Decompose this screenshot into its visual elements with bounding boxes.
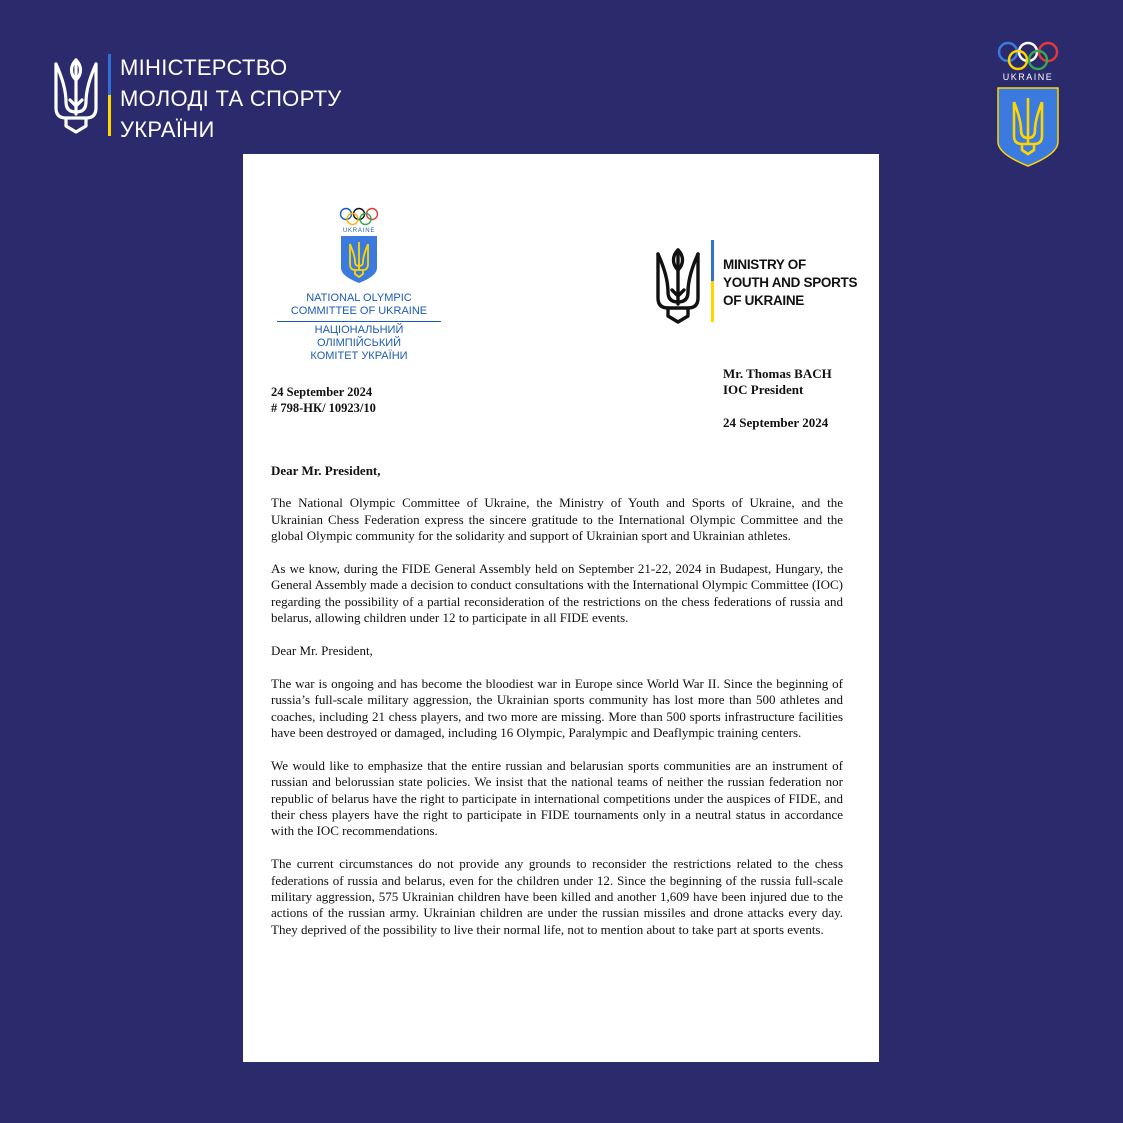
addressee-title: IOC President: [723, 382, 804, 397]
ministry-header-title: [120, 52, 342, 145]
noc-name-uk: [277, 321, 441, 363]
paragraph: As we know, during the FIDE General Assembly held on September 21-22, 2024 in Budapest, Hungary, the General Assembly made a decision to conduct consultations with the International Olympic Committee (IOC) regarding the possibility of a partial reconsideration of the restrictions on the chess federations of russia and belarus, allowing children under 12 to participate in all FIDE events.: [271, 561, 843, 626]
noc-emblem-icon: [337, 206, 381, 284]
noc-letterhead-logo: [273, 206, 445, 363]
letter-date: 24 September 2024: [271, 385, 373, 399]
salutation-repeat: Dear Mr. President,: [271, 643, 373, 659]
ministry-header-line: МОЛОДІ ТА СПОРТУ: [120, 86, 342, 111]
addressee-name: Mr. Thomas BACH: [723, 366, 832, 381]
ministry-letterhead-line: YOUTH AND SPORTS: [723, 275, 858, 290]
trident-icon: [52, 56, 100, 134]
paragraph: The war is ongoing and has become the bloodiest war in Europe since World War II. Since the beginning of russia’s full-scale military aggression, the Ukrainian sports community has lost more than 500 athletes and coaches, including 21 chess players, and two more are missing. More than 500 sports infrastructure facilities have been destroyed or damaged, including 16 Olympic, Paralympic and Deaflympic training centers.: [271, 675, 843, 741]
noc-name-en-line: NATIONAL OLYMPIC: [306, 292, 412, 304]
ministry-letterhead-line: MINISTRY OF: [723, 257, 806, 272]
paragraph: The National Olympic Committee of Ukraine, the Ministry of Youth and Sports of Ukraine, and the Ukrainian Chess Federation express the sincere gratitude to the International Olympic Committee and the global Olympic community for the solidarity and support of Ukrainian sport and Ukrainian athletes.: [271, 495, 843, 544]
addressee-date: 24 September 2024: [723, 415, 829, 430]
reference-block: [271, 384, 376, 416]
noc-name-uk-line: КОМІТЕТ УКРАЇНИ: [310, 350, 408, 362]
letter-number: # 798-НК/ 10923/10: [271, 401, 376, 415]
letter-page: [243, 154, 879, 1062]
letter-body: [271, 463, 843, 955]
noc-ukraine-emblem: [994, 38, 1062, 170]
salutation: Dear Mr. President,: [271, 463, 381, 478]
ministry-header-line: УКРАЇНИ: [120, 117, 215, 142]
flag-divider: [108, 54, 111, 136]
paragraph: We would like to emphasize that the entire russian and belarusian sports communities are an instrument of russian and belorussian state policies. We insist that the national teams of neither the russian federation nor republic of belarus have the right to participate in international competitions under the auspices of FIDE, and their chess players have the right to participate in FIDE tournaments only in a neutral status in accordance with the IOC recommendations.: [271, 757, 843, 839]
paragraph: The current circumstances do not provide any grounds to reconsider the restrictions related to the chess federations of russia and belarus, even for the children under 12. Since the beginning of the russia full-scale military aggression, 575 Ukrainian children have been killed and another 1,609 have been injured due to the actions of the russian army. Ukrainian children are under the russian missiles and drone attacks every day. They deprived of the possibility to live their normal life, not to mention about to take part at sports events.: [271, 856, 843, 937]
ministry-header-line: МІНІСТЕРСТВО: [120, 55, 288, 80]
trident-icon: [653, 246, 703, 324]
flag-divider: [711, 240, 714, 322]
ministry-header-logo: [52, 52, 372, 142]
noc-name-uk-line: НАЦІОНАЛЬНИЙ ОЛІМПІЙСЬКИЙ: [314, 324, 404, 349]
ministry-letterhead-logo: [653, 236, 858, 326]
noc-corner-label: UKRAINE: [1002, 72, 1054, 82]
noc-name-en-line: COMMITTEE OF UKRAINE: [290, 305, 428, 317]
ministry-letterhead-line: OF UKRAINE: [723, 293, 804, 308]
noc-emblem-label: UKRAINE: [342, 228, 376, 234]
addressee-block: [723, 366, 832, 431]
noc-name-en: [273, 292, 445, 318]
ministry-letterhead-title: [723, 256, 857, 310]
